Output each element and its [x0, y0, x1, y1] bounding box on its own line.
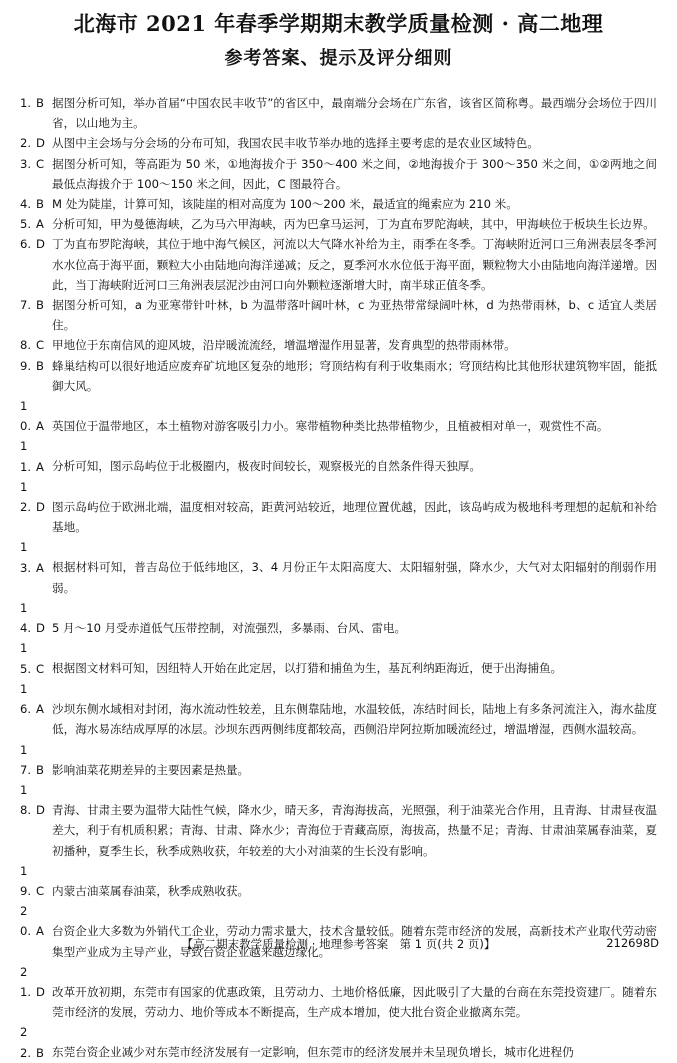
- answer-letter: B: [36, 197, 44, 212]
- question-number: 3.: [20, 156, 32, 171]
- question-number: 21.: [20, 964, 32, 999]
- answer-letter: D: [36, 136, 45, 151]
- answer-item: [20, 962, 657, 1023]
- answer-item: [20, 133, 657, 153]
- question-number: 6.: [20, 237, 32, 252]
- answer-letter: A: [36, 419, 44, 434]
- answer-explanation: 分析可知，图示岛屿位于北极圈内，极夜时间较长，观察极光的自然条件得天独厚。: [52, 459, 481, 474]
- question-number: 18.: [20, 782, 32, 818]
- question-number: 14.: [20, 601, 32, 636]
- answer-item: [20, 194, 657, 214]
- answer-explanation: 图示岛屿位于欧洲北端，温度相对较高，距黄河站较近，地理位置优越，因此，该岛屿成为极地科考理想的起航和补给基地。: [52, 500, 657, 535]
- answer-explanation: 台资企业大多数为外销代工企业，劳动力需求量大，技术含量较低。随着东莞市经济的发展，高新技术产业取代劳动密集型产业成为主导产业，导致台资企业越来越边缘化。: [52, 924, 657, 959]
- answer-explanation: 从图中主会场与分会场的分布可知，我国农民丰收节举办地的选择主要考虑的是农业区域特色。: [52, 136, 539, 151]
- answer-letter: A: [36, 217, 44, 232]
- answer-item: [20, 537, 657, 598]
- answer-item: [20, 214, 657, 234]
- question-number: 1.: [20, 96, 32, 110]
- answer-explanation: 5 月～10 月受赤道低气压带控制，对流强烈，多暴雨、台风、雷电。: [52, 621, 407, 636]
- question-number: 16.: [20, 681, 32, 717]
- page-footer: [0, 936, 677, 954]
- answer-item: [20, 396, 657, 436]
- answer-letter: D: [36, 500, 45, 515]
- question-number: 17.: [20, 742, 32, 777]
- answer-letter: A: [36, 459, 44, 474]
- answer-explanation: 英国位于温带地区，本土植物对游客吸引力小。寒带植物种类比热带植物少，且植被相对单一，观赏性不高。: [52, 419, 609, 434]
- answer-explanation: 根据材料可知，普吉岛位于低纬地区，3、4 月份正午太阳高度大、太阳辐射强，降水少，大气对太阳辐射的削弱作用弱。: [52, 560, 657, 595]
- question-number: 13.: [20, 540, 32, 575]
- footer-page-info: 【高二期末教学质量检测 · 地理参考答案 第 1 页(共 2 页)】: [181, 937, 496, 951]
- answer-explanation: 沙坝东侧水域相对封闭，海水流动性较差，且东侧靠陆地，水温较低，冻结时间长，陆地上有多条河流注入，海水盐度低，海水易冻结成厚厚的冰层。沙坝东西两侧纬度都较高，西侧沿岸阿拉斯加暖流经过，增温增湿，西侧水温较高。: [52, 702, 657, 737]
- answer-explanation: 分析可知，甲为曼德海峡，乙为马六甲海峡，丙为巴拿马运河，丁为直布罗陀海峡，其中，甲海峡位于板块生长边界。: [52, 217, 655, 232]
- question-number: 2.: [20, 136, 32, 151]
- question-number: 7.: [20, 298, 32, 313]
- answer-letter: B: [36, 96, 44, 110]
- answer-explanation: 甲地位于东南信风的迎风坡，沿岸暖流流经，增温增湿作用显著，发育典型的热带雨林带。: [52, 338, 516, 353]
- answer-item: [20, 335, 657, 355]
- answer-letter: B: [36, 1045, 44, 1060]
- question-number: 22.: [20, 1025, 32, 1060]
- question-number: 10.: [20, 399, 32, 434]
- answer-letter: B: [36, 762, 44, 777]
- answer-letter: D: [36, 803, 45, 818]
- answer-letter: C: [36, 883, 45, 898]
- answer-item: [20, 1022, 657, 1062]
- answer-letter: B: [36, 298, 44, 313]
- answer-letter: A: [36, 560, 44, 575]
- answer-letter: C: [36, 156, 45, 171]
- question-number: 9.: [20, 358, 32, 373]
- question-number: 5.: [20, 217, 32, 232]
- answer-item: [20, 436, 657, 476]
- answer-explanation: 据图分析可知，举办首届“中国农民丰收节”的省区中，最南端分会场在广东省，该省区简称粤。最西端分会场位于四川省，以山地为主。: [52, 96, 657, 131]
- answer-item: [20, 295, 657, 335]
- answer-item: [20, 234, 657, 295]
- question-number: 11.: [20, 439, 32, 474]
- answer-letter: D: [36, 237, 45, 252]
- answer-item: [20, 861, 657, 901]
- answer-letter: D: [36, 984, 45, 999]
- answer-explanation: 丁为直布罗陀海峡，其位于地中海气候区，河流以大气降水补给为主，雨季在冬季。丁海峡附近河口三角洲表层冬季河水水位高于海平面，颗粒大小由陆地向海洋递减；反之，夏季河水水位低于海平面，颗粒物大小由陆地向海洋递增。因此，当丁海峡附近河口三角洲表层泥沙由河口向外颗粒逐渐增大时，南半球正值冬季。: [52, 237, 657, 292]
- question-number: 15.: [20, 641, 32, 676]
- answer-item: [20, 780, 657, 861]
- answer-item: [20, 93, 657, 133]
- answer-item: [20, 638, 657, 678]
- answer-explanation: 改革开放初期，东莞市有国家的优惠政策，且劳动力、土地价格低廉，因此吸引了大量的台商在东莞投资建厂。随着东莞市经济的发展，劳动力、地价等成本不断提高，生产成本增加，使大批台资企业撤离东莞。: [52, 984, 657, 1020]
- answer-item: [20, 679, 657, 740]
- answer-explanation: 内蒙古油菜属春油菜，秋季成熟收获。: [52, 883, 250, 898]
- answer-explanation: M 处为陡崖，计算可知，该陡崖的相对高度为 100～200 米，最适宜的绳索应为 210 米。: [52, 197, 518, 212]
- question-number: 4.: [20, 197, 32, 212]
- question-number: 20.: [20, 904, 32, 939]
- answer-explanation: 东莞台资企业减少对东莞市经济发展有一定影响，但东莞市的经济发展并未呈现负增长，城市化进程仍: [52, 1045, 574, 1060]
- answer-letter: A: [36, 702, 44, 717]
- answer-explanation: 蜂巢结构可以很好地适应废弃矿坑地区复杂的地形；穹顶结构有利于收集雨水；穹顶结构比其他形状建筑物牢固，能抵御大风。: [52, 358, 657, 393]
- question-number: 8.: [20, 338, 32, 353]
- answer-list: [20, 93, 657, 1063]
- answer-letter: B: [36, 358, 44, 373]
- page-title: 北海市 2021 年春季学期期末教学质量检测 · 高二地理: [73, 11, 604, 36]
- answer-explanation: 青海、甘肃主要为温带大陆性气候，降水少，晴天多，青海海拔高，光照强，利于油菜光合作用，且青海、甘肃昼夜温差大，利于有机质积累；青海、甘肃、降水少；青海位于青藏高原，海拔高，热量不足；青海、甘肃油菜属春油菜，夏初播种，夏季生长，秋季成熟收获，年较差的大小对油菜的生长没有影响。: [52, 803, 657, 858]
- question-number: 19.: [20, 863, 32, 898]
- answer-letter: A: [36, 924, 44, 939]
- question-number: 12.: [20, 479, 32, 515]
- answer-letter: D: [36, 621, 45, 636]
- answer-letter: C: [36, 661, 45, 676]
- page-subtitle: 参考答案、提示及评分细则: [224, 48, 453, 69]
- answer-item: [20, 356, 657, 396]
- answer-item: [20, 477, 657, 538]
- answer-explanation: 据图分析可知，a 为亚寒带针叶林，b 为温带落叶阔叶林，c 为亚热带常绿阔叶林，d 为热带雨林，b、c 适宜人类居住。: [52, 298, 657, 333]
- answer-explanation: 据图分析可知，等高距为 50 米，①地海拔介于 350～400 米之间，②地海拔介于 300～350 米之间，①②两地之间最低点海拔介于 100～150 米之间，因此，C 图最符合。: [52, 156, 657, 191]
- answer-item: [20, 598, 657, 638]
- footer-document-code: 212698D: [606, 936, 659, 950]
- answer-letter: C: [36, 338, 45, 353]
- answer-explanation: 根据图文材料可知，因纽特人开始在此定居，以打猎和捕鱼为生，基瓦利纳距海近，便于出海捕鱼。: [52, 661, 563, 676]
- answer-item: [20, 154, 657, 194]
- answer-explanation: 影响油菜花期差异的主要因素是热量。: [52, 762, 250, 777]
- answer-item: [20, 740, 657, 780]
